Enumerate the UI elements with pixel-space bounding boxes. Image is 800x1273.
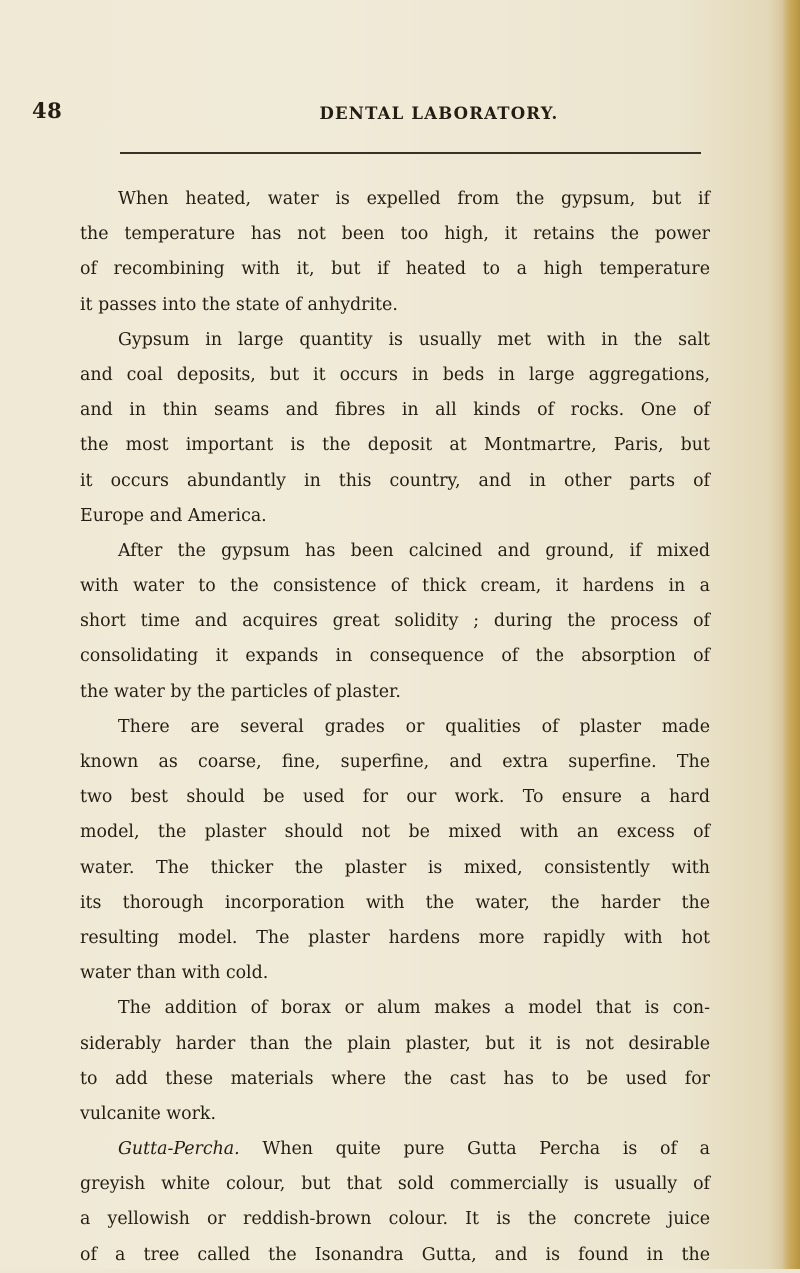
text-line: Gypsum in large quantity is usually met with in the salt	[118, 329, 710, 350]
text-line: known as coarse, fine, superfine, and extra superfine. The	[80, 752, 710, 772]
text-line: The addition of borax or alum makes a model that is con-	[118, 998, 710, 1019]
text-line: of recombining with it, but if heated to a high temperature	[80, 259, 710, 280]
text-line: to add these materials where the cast has to be used for	[80, 1068, 710, 1089]
text-line: it passes into the state of anhydrite.	[80, 294, 398, 315]
text-line: Europe and America.	[80, 505, 267, 526]
text-line: resulting model. The plaster hardens more rapidly with hot	[80, 927, 710, 948]
header-rule	[120, 152, 701, 154]
text-line: two best should be used for our work. To ensure a hard	[80, 787, 710, 808]
text-line: greyish white colour, but that sold commercially is usually of	[80, 1174, 710, 1195]
text-line: consolidating it expands in consequence of the absorption of	[80, 646, 710, 667]
page-edge-shadow	[782, 0, 800, 1269]
text-line: and in thin seams and fibres in all kinds of rocks. One of	[80, 400, 710, 421]
gutta-percha-heading: Gutta-Percha.	[118, 1139, 240, 1160]
text-line: There are several grades or qualities of plaster made	[118, 716, 710, 737]
text-line: short time and acquires great solidity ; during the process of	[80, 611, 710, 632]
text-line: water. The thicker the plaster is mixed, consistently with	[80, 857, 710, 878]
text-line: After the gypsum has been calcined and ground, if mixed	[118, 540, 710, 561]
text-line: When heated, water is expelled from the gypsum, but if	[118, 189, 710, 209]
text-line: of a tree called the Isonandra Gutta, and is found in the	[80, 1244, 710, 1265]
text-line: a yellowish or reddish-brown colour. It is the concrete juice	[80, 1209, 710, 1230]
page-number: 48	[32, 98, 63, 123]
text-line: vulcanite work.	[80, 1103, 217, 1124]
body-text	[80, 182, 710, 1273]
text-line: and coal deposits, but it occurs in beds in large aggregations,	[80, 364, 710, 385]
text-line: its thorough incorporation with the water, the harder the	[80, 892, 710, 913]
text-line: water than with cold.	[80, 963, 269, 984]
text-line: it occurs abundantly in this country, and in other parts of	[80, 470, 710, 491]
running-head: DENTAL LABORATORY.	[319, 104, 559, 123]
text-line-gutta-percha	[80, 1132, 710, 1167]
text-line: model, the plaster should not be mixed with an excess of	[80, 822, 710, 843]
gutta-percha-text: When quite pure Gutta Percha is of a	[262, 1139, 710, 1160]
text-line: the most important is the deposit at Montmartre, Paris, but	[80, 435, 710, 456]
text-line: siderably harder than the plain plaster, but it is not desirable	[80, 1033, 710, 1054]
text-line: the water by the particles of plaster.	[80, 681, 401, 702]
text-line: the temperature has not been too high, it retains the power	[80, 224, 710, 245]
text-line: with water to the consistence of thick cream, it hardens in a	[80, 576, 710, 597]
